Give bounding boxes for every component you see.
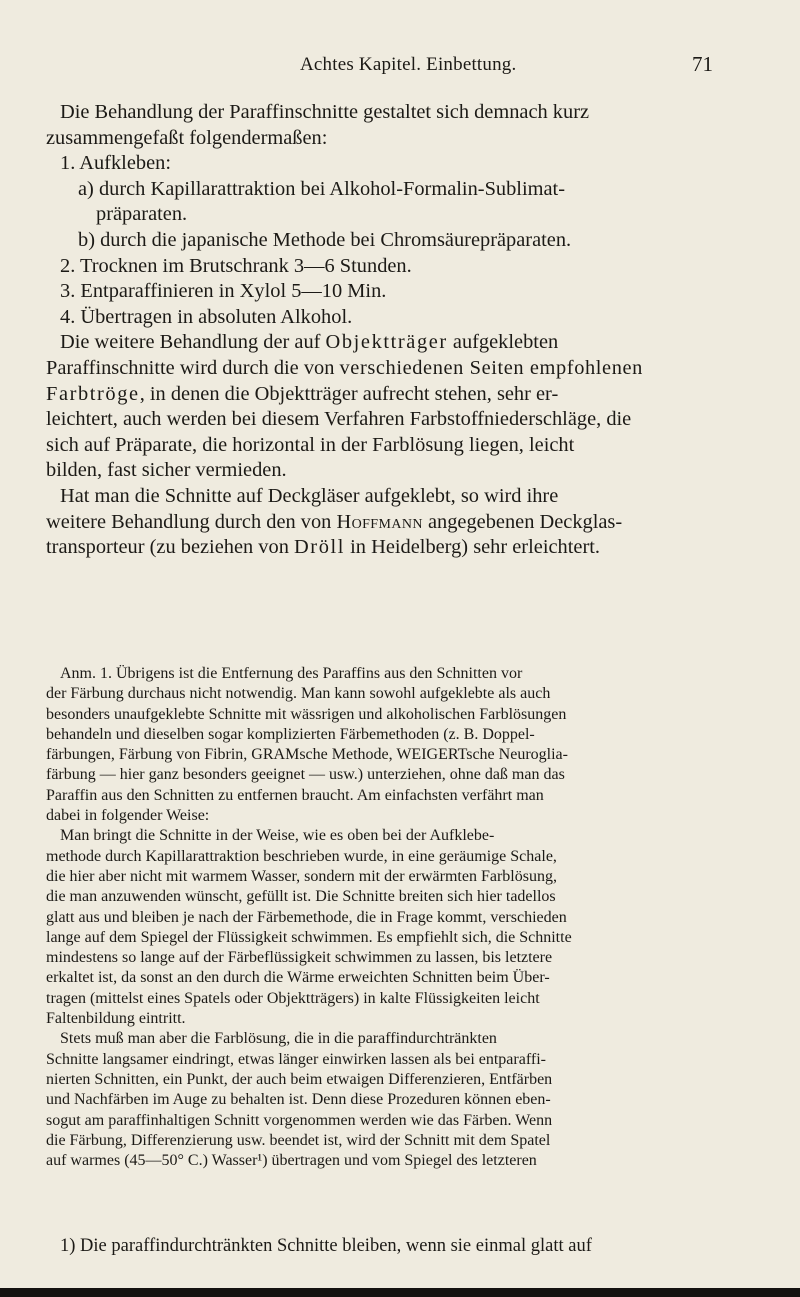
text-run: aufgeklebten xyxy=(447,331,559,354)
running-head: Achtes Kapitel. Einbettung. xyxy=(300,54,517,75)
paragraph-line: sich auf Präparate, die horizontal in der Farblösung liegen, leicht xyxy=(46,433,575,456)
step-item: 4. Übertragen in absoluten Alkohol. xyxy=(60,305,353,328)
note-line: Man bringt die Schnitte in der Weise, wie es oben bei der Aufklebe- xyxy=(60,827,495,845)
intro-line: Die Behandlung der Paraffinschnitte gestaltet sich demnach kurz xyxy=(60,101,590,123)
note-line: mindestens so lange auf der Färbeflüssigkeit schwimmen zu lassen, bis letztere xyxy=(46,949,553,967)
annotation-block xyxy=(46,664,762,1171)
paragraph-line: bilden, fast sicher vermieden. xyxy=(46,459,287,482)
note-line: behandeln und dieselben sogar komplizierten Färbemethoden (z. B. Doppel- xyxy=(46,725,535,743)
bottom-edge-shadow xyxy=(0,1288,800,1297)
note-line: färbungen, Färbung von Fibrin, GRAMsche Methode, WEIGERTsche Neuroglia- xyxy=(46,746,568,764)
step-item: 1. Aufkleben: xyxy=(60,152,171,175)
text-run: in Heidelberg) sehr erleichtert. xyxy=(345,536,600,559)
note-line: die Färbung, Differenzierung usw. beendet ist, wird der Schnitt mit dem Spatel xyxy=(46,1131,551,1149)
note-line: methode durch Kapillarattraktion beschrieben wurde, in eine geräumige Schale, xyxy=(46,847,557,865)
note-line: nierten Schnitten, ein Punkt, der auch beim etwaigen Differenzieren, Entfärben xyxy=(46,1070,553,1088)
note-line: besonders unaufgeklebte Schnitte mit wässrigen und alkoholischen Farblösungen xyxy=(46,705,567,723)
page-header xyxy=(0,54,800,84)
text-run: Paraffinschnitte wird durch die von xyxy=(46,356,340,379)
note-line: Schnitte langsamer eindringt, etwas länger einwirken lassen als bei entparaffi- xyxy=(46,1050,546,1068)
footnote-line: 1) Die paraffindurchtränkten Schnitte bleiben, wenn sie einmal glatt auf xyxy=(60,1236,592,1256)
step-item: 2. Trocknen im Brutschrank 3—6 Stunden. xyxy=(60,254,412,277)
paragraph-line xyxy=(46,535,762,561)
note-line: färbung — hier ganz besonders geeignet — usw.) unterziehen, ohne daß man das xyxy=(46,766,565,784)
text-run: transporteur (zu beziehen von xyxy=(46,536,294,559)
emphasis-objekttraeger: Objektträger xyxy=(325,331,448,354)
footnote xyxy=(46,1235,762,1261)
note-line: und Nachfärben im Auge zu behalten ist. Denn diese Prozeduren können eben- xyxy=(46,1091,551,1109)
page-number: 71 xyxy=(692,52,713,76)
paragraph-line: Hat man die Schnitte auf Deckgläser aufgeklebt, so wird ihre xyxy=(60,484,559,507)
step-item: 3. Entparaffinieren in Xylol 5—10 Min. xyxy=(60,280,387,303)
note-line: Paraffin aus den Schnitten zu entfernen braucht. Am einfachsten verfährt man xyxy=(46,786,544,804)
intro-line: zusammengefaßt folgendermaßen: xyxy=(46,126,328,149)
note-line: tragen (mittelst eines Spatels oder Objektträgers) in kalte Flüssigkeiten leicht xyxy=(46,989,540,1007)
paragraph-line xyxy=(46,356,762,382)
paragraph-line xyxy=(46,330,762,356)
note-line: die man anzuwenden wünscht, gefüllt ist. Die Schnitte breiten sich hier tadellos xyxy=(46,888,556,906)
main-text xyxy=(46,100,762,561)
note-line: auf warmes (45—50° C.) Wasser¹) übertragen und vom Spiegel des letzteren xyxy=(46,1152,537,1170)
paragraph-line xyxy=(46,510,762,536)
note-line: dabei in folgender Weise: xyxy=(46,807,210,825)
note-line: lange auf dem Spiegel der Flüssigkeit schwimmen. Es empfiehlt sich, die Schnitte xyxy=(46,928,572,946)
paragraph-line xyxy=(46,382,762,408)
note-line: Stets muß man aber die Farblösung, die in die paraffindurchtränkten xyxy=(60,1030,497,1048)
note-line: die hier aber nicht mit warmem Wasser, sondern mit der erwärmten Farblösung, xyxy=(46,867,557,885)
note-line: erkaltet ist, da sonst an den durch die Wärme erweichten Schnitten beim Über- xyxy=(46,969,550,987)
text-run: angegebenen Deckglas- xyxy=(422,510,623,533)
note-line: Anm. 1. Übrigens ist die Entfernung des Paraffins aus den Schnitten vor xyxy=(60,665,523,682)
note-line: glatt aus und bleiben je nach der Färbemethode, die in Frage kommt, verschieden xyxy=(46,908,567,926)
step-item: b) durch die japanische Methode bei Chromsäurepräparaten. xyxy=(78,228,572,251)
text-run: weitere Behandlung durch den von xyxy=(46,510,337,533)
paragraph-line: leichtert, auch werden bei diesem Verfahren Farbstoffniederschläge, die xyxy=(46,408,632,431)
text-run: , in denen die Objektträger aufrecht stehen, sehr er- xyxy=(139,382,559,405)
name-droell: Dröll xyxy=(293,536,346,559)
step-item: a) durch Kapillarattraktion bei Alkohol-Formalin-Sublimat- xyxy=(78,177,565,200)
author-hoffmann: Hoffmann xyxy=(336,510,423,533)
note-line: der Färbung durchaus nicht notwendig. Man kann sowohl aufgeklebte als auch xyxy=(46,685,551,703)
note-line: sogut am paraffinhaltigen Schnitt vorgenommen werden wie das Färben. Wenn xyxy=(46,1111,553,1129)
step-item: präparaten. xyxy=(96,203,188,226)
note-line: Faltenbildung eintritt. xyxy=(46,1010,186,1028)
text-run: verschiedenen Seiten empfohlenen xyxy=(339,356,643,379)
emphasis-farbtroege: Farbtröge xyxy=(46,382,140,405)
text-run: Die weitere Behandlung der auf xyxy=(60,331,326,354)
